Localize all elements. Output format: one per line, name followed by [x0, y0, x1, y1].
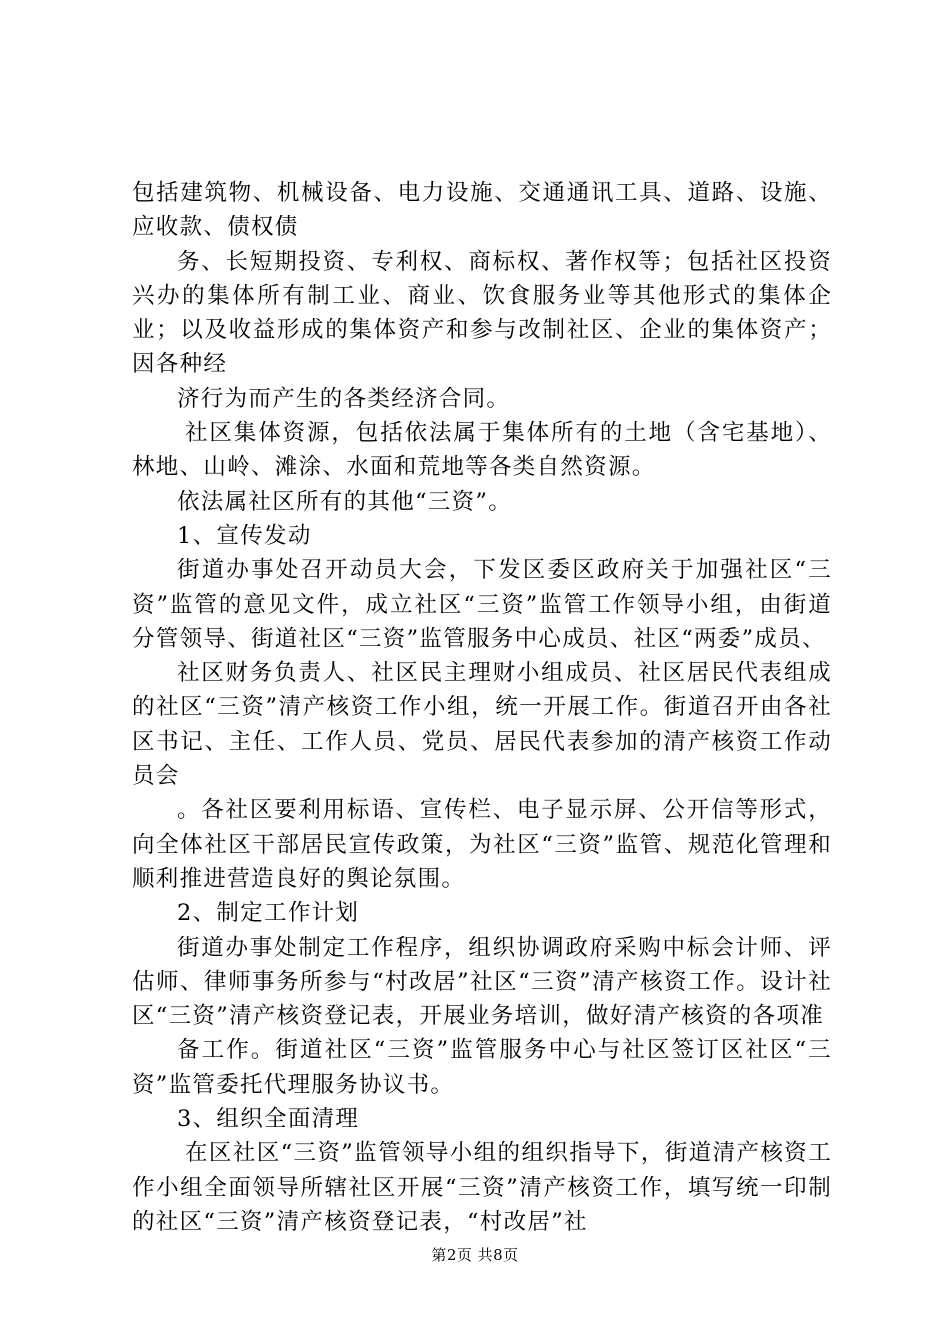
paragraph: 务、长短期投资、专利权、商标权、著作权等；包括社区投资兴办的集体所有制工业、商业、饮食服务业等其他形式的集体企业；以及收益形成的集体资产和参与改制社区、企业的集体资产；因各种经	[132, 248, 832, 378]
paragraph: 备工作。街道社区“三资”监管服务中心与社区签订区社区“三资”监管委托代理服务协议书。	[132, 1037, 832, 1098]
section-heading: 1、宣传发动	[177, 522, 312, 549]
paragraph: 包括建筑物、机械设备、电力设施、交通通讯工具、道路、设施、应收款、债权债	[132, 180, 832, 241]
paragraph: 街道办事处制定工作程序，组织协调政府采购中标会计师、评估师、律师事务所参与“村改居”社区“三资”清产核资工作。设计社区“三资”清产核资登记表，开展业务培训，做好清产核资的各项准	[132, 934, 832, 1030]
paragraph: 济行为而产生的各类经济合同。	[177, 385, 511, 412]
document-body	[132, 176, 832, 1239]
paragraph: 社区财务负责人、社区民主理财小组成员、社区居民代表组成的社区“三资”清产核资工作小组，统一开展工作。街道召开由各社区书记、主任、工作人员、党员、居民代表参加的清产核资工作动员会	[132, 660, 832, 790]
paragraph: 社区集体资源，包括依法属于集体所有的土地（含宅基地）、林地、山岭、滩涂、水面和荒地等各类自然资源。	[132, 420, 832, 481]
section-heading: 3、组织全面清理	[177, 1106, 360, 1133]
paragraph: 。各社区要利用标语、宣传栏、电子显示屏、公开信等形式，向全体社区干部居民宣传政策，为社区“三资”监管、规范化管理和顺利推进营造良好的舆论氛围。	[132, 797, 832, 892]
page-number-footer: 第2页 共8页	[431, 1246, 519, 1264]
section-heading: 2、制定工作计划	[177, 900, 360, 927]
paragraph: 依法属社区所有的其他“三资”。	[177, 488, 513, 515]
paragraph: 街道办事处召开动员大会，下发区委区政府关于加强社区“三资”监管的意见文件，成立社区“三资”监管工作领导小组，由街道分管领导、街道社区“三资”监管服务中心成员、社区“两委”成员、	[132, 557, 832, 652]
paragraph: 在区社区“三资”监管领导小组的组织指导下，街道清产核资工作小组全面领导所辖社区开展“三资”清产核资工作，填写统一印制的社区“三资”清产核资登记表，“村改居”社	[132, 1140, 832, 1235]
